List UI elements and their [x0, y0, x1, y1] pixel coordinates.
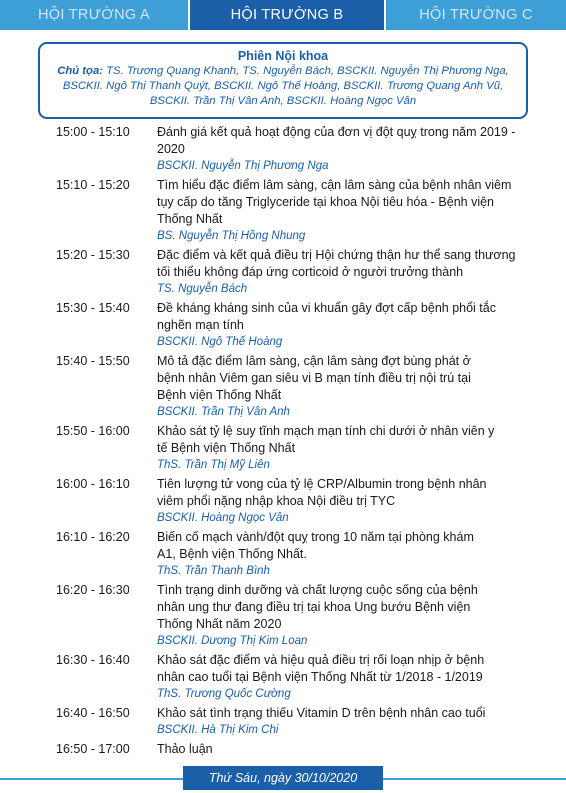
- schedule-row: [0, 529, 566, 580]
- schedule-row: [0, 705, 566, 739]
- session-time: 15:10 - 15:20: [56, 178, 130, 192]
- talk-title-line: Khảo sát đặc điểm và hiệu quả điều trị rối loạn nhịp ở bệnh: [157, 653, 485, 667]
- speaker-name: ThS. Trương Quốc Cường: [157, 688, 291, 700]
- session-time: 15:50 - 16:00: [56, 424, 130, 438]
- session-content: [157, 177, 537, 245]
- schedule-row: [0, 247, 566, 298]
- session-chairs: [40, 64, 526, 109]
- tab-hall-a[interactable]: HỘI TRƯỜNG A: [0, 0, 188, 30]
- chair-label: Chủ tọa:: [57, 65, 103, 77]
- session-content: [157, 741, 537, 758]
- talk-title-line: Khảo sát tình trạng thiếu Vitamin D trên bệnh nhân cao tuổi: [157, 706, 486, 720]
- session-content: [157, 476, 537, 527]
- schedule-row: [0, 652, 566, 703]
- talk-title-line: nhân ung thư đang điều trị tại khoa Ung bướu Bệnh viện: [157, 600, 471, 614]
- talk-title-line: Biến cố mạch vành/đột quỵ trong 10 năm tại phòng khám: [157, 530, 474, 544]
- talk-title-line: Đặc điểm và kết quả điều trị Hội chứng thận hư thể sang thương: [157, 248, 516, 262]
- session-time: 16:20 - 16:30: [56, 583, 130, 597]
- speaker-name: BSCKII. Hà Thị Kim Chi: [157, 724, 279, 736]
- speaker-name: ThS. Trần Thị Mỹ Liên: [157, 459, 270, 471]
- session-title: Phiên Nội khoa: [237, 49, 329, 63]
- schedule-row: [0, 124, 566, 175]
- talk-title-line: nghẽn mạn tính: [157, 318, 244, 332]
- talk-title-line: viêm phổi nặng nhập khoa Nội điều trị TYC: [157, 494, 396, 508]
- hall-tabs: [0, 0, 566, 30]
- session-info-box: [38, 42, 528, 119]
- session-time: 15:00 - 15:10: [56, 125, 130, 139]
- talk-title-line: bệnh nhân Viêm gan siêu vi B mạn tính điều trị nội trú tại: [157, 371, 471, 385]
- talk-title-line: Thảo luận: [157, 742, 213, 756]
- talk-title-line: Thống Nhất năm 2020: [157, 617, 282, 631]
- talk-title-line: Thống Nhất: [157, 212, 223, 226]
- chair-line-1: TS. Trương Quang Khanh, TS. Nguyễn Bách, BSCKII. Nguyễn Thị Phương Nga,: [103, 65, 509, 77]
- speaker-name: BSCKII. Trần Thị Vân Anh: [157, 406, 290, 418]
- speaker-name: BSCKII. Dương Thị Kim Loan: [157, 635, 308, 647]
- chair-line-2: BSCKII. Ngô Thị Thanh Quýt, BSCKII. Ngô Thế Hoàng, BSCKII. Trương Quang Anh Vũ,: [62, 80, 504, 92]
- talk-title-line: Tiên lượng tử vong của tỷ lệ CRP/Albumin trong bệnh nhân: [157, 477, 487, 491]
- session-time: 15:40 - 15:50: [56, 354, 130, 368]
- tab-hall-b[interactable]: HỘI TRƯỜNG B: [190, 0, 384, 30]
- talk-title-line: nhân cao tuổi tại Bệnh viện Thống Nhất từ 1/2018 - 1/2019: [157, 670, 483, 684]
- schedule-row: [0, 353, 566, 421]
- chair-line-3: BSCKII. Trần Thị Vân Anh, BSCKII. Hoàng Ngọc Vân: [149, 95, 417, 107]
- speaker-name: BSCKII. Hoàng Ngọc Vân: [157, 512, 289, 524]
- talk-title-line: Đề kháng kháng sinh của vi khuẩn gây đợt cấp bệnh phổi tắc: [157, 301, 496, 315]
- schedule-row: [0, 582, 566, 650]
- session-time: 16:10 - 16:20: [56, 530, 130, 544]
- session-content: [157, 353, 537, 421]
- talk-title-line: Mô tả đặc điểm lâm sàng, cận lâm sàng đợt bùng phát ở: [157, 354, 471, 368]
- schedule-row: [0, 741, 566, 758]
- speaker-name: ThS. Trần Thanh Bình: [157, 565, 270, 577]
- schedule-list: [0, 124, 566, 758]
- schedule-row: [0, 423, 566, 474]
- talk-title-line: Đánh giá kết quả hoạt động của đơn vị đột quỵ trong năm 2019 - 2020: [157, 125, 516, 156]
- talk-title-line: A1, Bệnh viện Thống Nhất.: [157, 547, 307, 561]
- speaker-name: TS. Nguyễn Bách: [157, 283, 248, 295]
- session-content: [157, 652, 537, 703]
- session-time: 16:50 - 17:00: [56, 742, 130, 756]
- session-time: 16:00 - 16:10: [56, 477, 130, 491]
- tab-hall-c[interactable]: HỘI TRƯỜNG C: [386, 0, 566, 30]
- talk-title-line: Tìm hiểu đặc điểm lâm sàng, cận lâm sàng của bệnh nhân viêm: [157, 178, 512, 192]
- footer-date: Thứ Sáu, ngày 30/10/2020: [183, 766, 383, 790]
- session-content: [157, 247, 537, 298]
- session-time: 16:40 - 16:50: [56, 706, 130, 720]
- session-content: [157, 423, 537, 474]
- schedule-row: [0, 300, 566, 351]
- session-time: 16:30 - 16:40: [56, 653, 130, 667]
- session-content: [157, 582, 537, 650]
- footer: [0, 766, 566, 793]
- session-content: [157, 300, 537, 351]
- session-time: 15:20 - 15:30: [56, 248, 130, 262]
- schedule-row: [0, 476, 566, 527]
- talk-title-line: tụy cấp do tăng Triglyceride tại khoa Nội tiêu hóa - Bệnh viện: [157, 195, 495, 209]
- session-content: [157, 124, 537, 175]
- talk-title-line: Tình trạng dinh dưỡng và chất lượng cuộc sống của bệnh: [157, 583, 478, 597]
- session-time: 15:30 - 15:40: [56, 301, 130, 315]
- talk-title-line: tế Bệnh viện Thống Nhất: [157, 441, 296, 455]
- speaker-name: BS. Nguyễn Thị Hồng Nhung: [157, 230, 306, 242]
- speaker-name: BSCKII. Ngô Thế Hoàng: [157, 336, 283, 348]
- talk-title-line: tối thiểu không đáp ứng corticoid ở người trưởng thành: [157, 265, 464, 279]
- schedule-row: [0, 177, 566, 245]
- talk-title-line: Bệnh viện Thống Nhất: [157, 388, 282, 402]
- session-content: [157, 705, 537, 739]
- speaker-name: BSCKII. Nguyễn Thị Phương Nga: [157, 160, 329, 172]
- talk-title-line: Khảo sát tỷ lệ suy tĩnh mạch mạn tính chi dưới ở nhân viên y: [157, 424, 495, 438]
- session-content: [157, 529, 537, 580]
